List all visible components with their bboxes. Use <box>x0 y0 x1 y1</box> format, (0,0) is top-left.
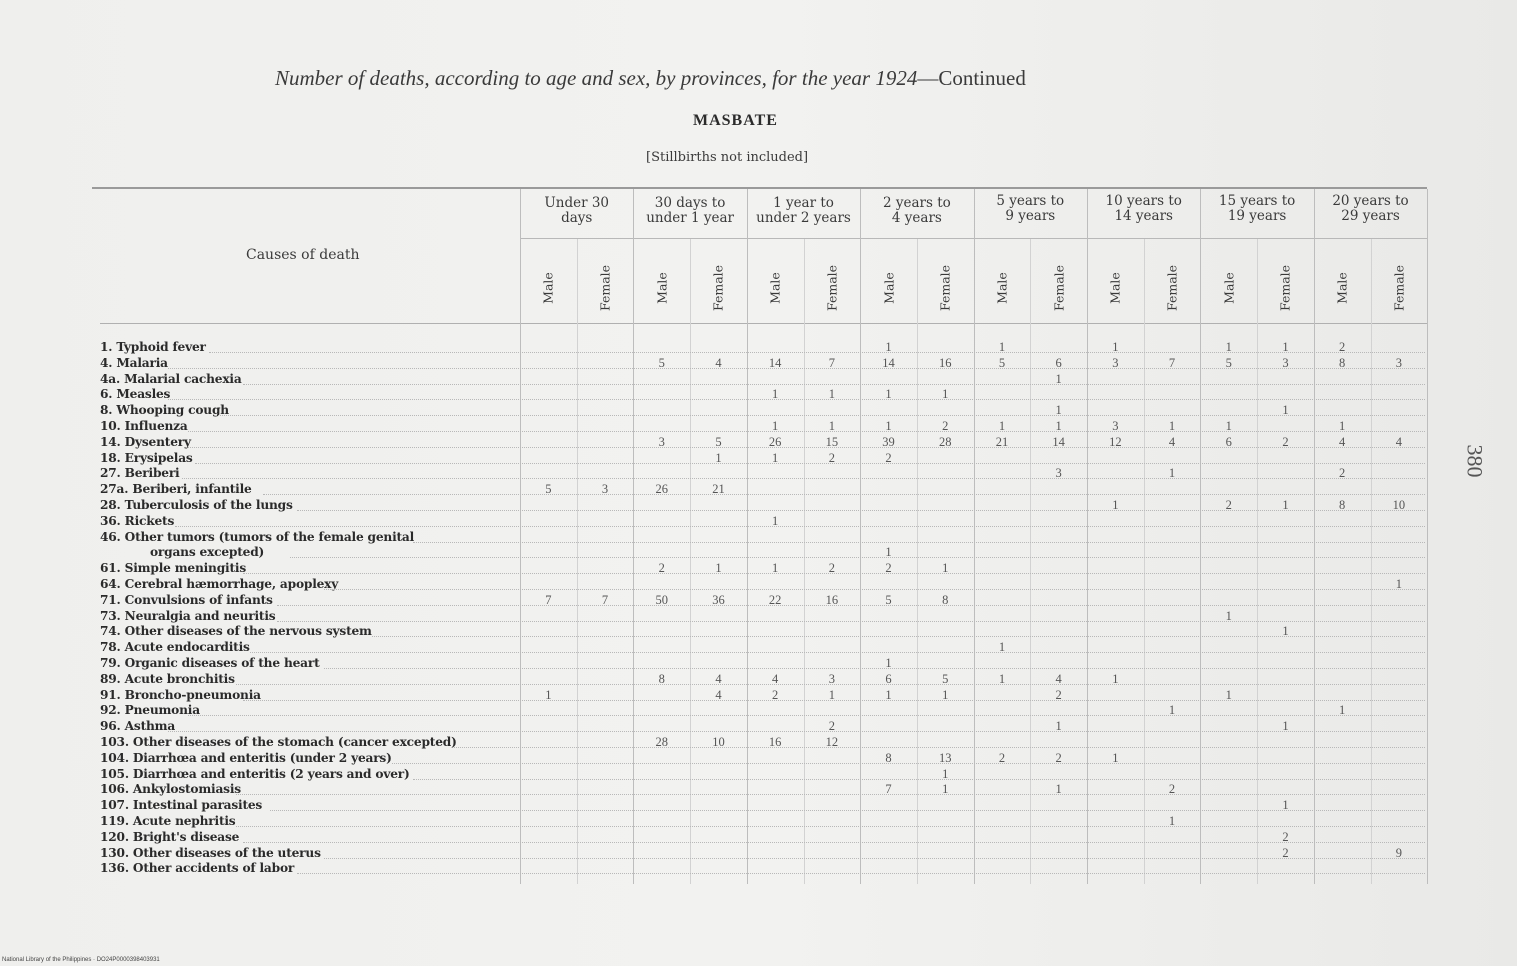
page-title <box>275 66 1235 91</box>
table-cell-value: 5 <box>885 592 892 607</box>
table-cell-value: 16 <box>939 355 952 370</box>
leader-dots <box>168 398 1425 400</box>
table-cell-value: 1 <box>885 687 892 702</box>
cause-of-death-label: 105. Diarrhœa and enteritis (2 years and over) <box>100 766 410 781</box>
cause-of-death-label: 6. Measles <box>100 387 171 402</box>
cause-of-death-label: 46. Other tumors (tumors of the female genital <box>100 529 415 544</box>
footer-credit: National Library of the Philippines · DO24P0000398403931 <box>2 957 160 963</box>
male-header <box>1220 258 1238 318</box>
age-group-line1: 20 years to <box>1332 193 1409 209</box>
leader-dots <box>243 383 1425 385</box>
table-cell-value: 1 <box>772 419 779 433</box>
sex-label: Female <box>1391 264 1407 312</box>
cause-of-death-label: 64. Cerebral hæmorrhage, apoplexy <box>100 577 339 591</box>
table-cell-value: 16 <box>825 592 839 607</box>
leader-dots <box>297 509 1425 511</box>
leader-dots <box>188 714 1425 716</box>
leader-dots <box>168 730 1425 732</box>
column-divider <box>1087 189 1088 884</box>
table-cell-value: 1 <box>942 387 949 402</box>
subtitle: [Stillbirths not included] <box>646 150 809 165</box>
table-cell-value: 6 <box>885 671 892 686</box>
table-cell-value: 3 <box>658 434 665 449</box>
column-divider <box>917 239 918 884</box>
age-group-header <box>1314 194 1427 224</box>
leader-dots <box>392 762 1425 764</box>
table-cell-value: 4 <box>715 687 722 702</box>
table-cell-value: 1 <box>1282 403 1289 418</box>
table-cell-value: 50 <box>655 592 668 607</box>
column-divider <box>1427 189 1428 884</box>
table-cell-value: 1 <box>1225 687 1232 702</box>
table-cell-value: 2 <box>828 450 835 465</box>
male-header <box>539 258 557 318</box>
table-cell-value: 3 <box>1282 355 1289 370</box>
table-cell-value: 1 <box>828 419 835 433</box>
leader-dots <box>195 462 1425 464</box>
age-group-line1: 30 days to <box>654 195 726 211</box>
leader-dots <box>263 493 1425 495</box>
column-divider <box>1314 189 1315 884</box>
cause-of-death-label: 96. Asthma <box>100 719 176 734</box>
cause-of-death-label: 27. Beriberi <box>100 466 180 481</box>
sex-label: Male <box>1107 272 1123 304</box>
cause-of-death-label: 4a. Malarial cachexia <box>100 371 242 386</box>
cause-of-death-label: 79. Organic diseases of the heart <box>100 656 320 670</box>
cause-of-death-label: 78. Acute endocarditis <box>100 640 250 655</box>
leader-dots <box>236 825 1425 827</box>
table-cell-value: 2 <box>1055 687 1062 702</box>
age-group-line1: 5 years to <box>996 193 1065 209</box>
age-group-line2: 4 years <box>891 210 942 226</box>
sex-label: Male <box>767 272 783 304</box>
table-cell-value: 1 <box>1112 750 1119 765</box>
leader-dots <box>297 872 1425 874</box>
table-cell-value: 1 <box>1168 814 1176 828</box>
header-bottom-rule <box>100 323 1427 324</box>
table-cell-value: 10 <box>712 735 725 749</box>
table-cell-value: 2 <box>1168 782 1176 797</box>
table-cell-value: 12 <box>825 735 839 749</box>
age-group-header <box>1087 194 1200 224</box>
column-divider <box>860 189 861 884</box>
table-cell-value: 3 <box>1112 419 1119 433</box>
male-header <box>993 258 1011 318</box>
table-cell-value: 5 <box>1225 355 1232 370</box>
female-header <box>1050 258 1068 318</box>
title-continued: —Continued <box>917 66 1026 90</box>
table-cell-value: 7 <box>545 592 552 607</box>
sex-label: Female <box>1277 264 1293 312</box>
cause-of-death-label: 136. Other accidents of labor <box>100 861 295 876</box>
table-cell-value: 3 <box>1112 355 1119 370</box>
table-cell-value: 3 <box>828 671 835 686</box>
female-header <box>823 258 841 318</box>
sex-label: Male <box>1334 272 1350 304</box>
table-cell-value: 13 <box>939 750 952 765</box>
sex-label: Male <box>654 272 670 304</box>
table-cell-value: 2 <box>1055 750 1062 765</box>
table-cell-value: 1 <box>998 640 1006 655</box>
table-cell-value: 1 <box>942 561 949 576</box>
table-cell-value: 1 <box>1395 577 1402 591</box>
table-cell-value: 2 <box>772 687 779 702</box>
table-cell-value: 1 <box>1339 703 1346 718</box>
column-divider <box>633 189 634 884</box>
table-cell-value: 12 <box>1109 434 1122 449</box>
leader-dots <box>290 556 1425 558</box>
cause-of-death-label: 18. Erysipelas <box>100 450 193 465</box>
title-main: Number of deaths, according to age and sex, by provinces, for the year 1924 <box>275 66 918 90</box>
table-cell-value: 1 <box>1282 340 1289 354</box>
table-cell-value: 8 <box>942 592 949 607</box>
page: Number of deaths, according to age and sex, by provinces, for the year 1924—Continued MASBATE [Stillbirths not included] 380 National Library of the Philippines · DO24P0000398403931 Causes of death Under 30 days 30 days to under 1 year 1 year to under 2 years 2 years to 4 years 5 years to 9 years 10 years to 14 years 15 years to 19 years 20 years to 29 years Male Female Male Female Male Female Male Female Male Female Male Female Male Female Male Female 1. Typhoid fever 4. Malaria 4a. Malarial cachexia 6. Measles 8. Whooping cough 10. Influenza 14. Dysentery 18. Erysipelas 27. Beriberi 27a. Beriberi, infantile 28. Tuberculosis of the lungs 36. Rickets 46. Other tumors (tumors of the female genital organs excepted) 61. Simple meningitis 64. Cerebral hæmorrhage, apoplexy 71. Convulsions of infants 73. Neuralgia and neuritis 74. Other diseases of the nervous system 78. Acute endocarditis 79. Organic diseases of the heart 89. Acute bronchitis 91. Broncho-pneumonia 92. Pneumonia 96. Asthma 103. Other diseases of the stomach (cancer excepted) 104. Diarrhœa and enteritis (under 2 years) 105. Diarrhœa and enteritis (2 years and over) 106. Ankylostomiasis 107. Intestinal parasites 119. Acute nephritis 120. Bright's disease 130. Other diseases of the uterus 136. Other accidents of labor 1 1 1 1 1 2 5 4 14 7 14 16 5 6 3 7 5 3 8 3 1 1 1 1 1 1 1 1 1 1 2 1 1 3 1 1 1 3 5 26 15 39 28 21 14 12 4 6 2 4 4 1 1 2 2 3 1 2 5 3 26 21 1 2 1 8 10 1 1 2 1 1 2 2 1 1 7 7 50 36 22 16 5 8 1 1 1 1 8 4 4 3 6 5 1 4 1 1 4 2 1 1 1 2 1 1 1 2 1 1 28 10 16 12 8 13 2 2 1 1 7 1 1 2 1 1 2 2 9 <box>0 0 1517 966</box>
age-group-header <box>974 194 1087 224</box>
table-cell-value: 14 <box>882 355 895 370</box>
column-divider <box>1200 189 1201 884</box>
table-cell-value: 4 <box>1339 434 1346 449</box>
male-header <box>766 258 784 318</box>
table-cell-value: 3 <box>1055 466 1062 481</box>
cause-of-death-label: 104. Diarrhœa and enteritis (under 2 years) <box>100 750 392 765</box>
table-cell-value: 1 <box>772 513 779 528</box>
table-cell-value: 28 <box>939 434 952 449</box>
cause-of-death-label: 4. Malaria <box>100 355 168 370</box>
age-group-line2: under 2 years <box>756 210 851 226</box>
table-cell-value: 5 <box>942 671 949 686</box>
table-cell-value: 2 <box>1282 434 1289 449</box>
table-cell-value: 2 <box>885 561 892 576</box>
age-group-line2: 9 years <box>1005 208 1056 224</box>
table-cell-value: 4 <box>1395 434 1402 449</box>
leader-dots <box>413 541 1425 543</box>
cause-of-death-label: 73. Neuralgia and neuritis <box>100 608 276 623</box>
table-cell-value: 8 <box>1339 498 1346 512</box>
table-cell-value: 1 <box>1055 782 1062 797</box>
table-cell-value: 1 <box>715 561 722 576</box>
female-header <box>1276 258 1294 318</box>
leader-dots <box>277 620 1425 622</box>
sex-label: Female <box>937 264 953 312</box>
age-group-header <box>1200 194 1313 224</box>
female-header <box>709 258 727 318</box>
sex-label: Female <box>824 264 840 312</box>
table-cell-value: 36 <box>712 592 725 607</box>
table-cell-value: 1 <box>998 671 1006 686</box>
age-group-line2: under 1 year <box>646 210 734 226</box>
table-cell-value: 1 <box>1282 624 1289 639</box>
table-cell-value: 1 <box>772 450 779 465</box>
sex-label: Male <box>881 272 897 304</box>
male-header <box>1333 258 1351 318</box>
age-group-line2: 19 years <box>1227 208 1287 224</box>
male-header <box>880 258 898 318</box>
table-cell-value: 1 <box>1112 340 1119 354</box>
cause-of-death-label: 27a. Beriberi, infantile <box>100 482 252 497</box>
column-divider <box>577 239 578 884</box>
table-cell-value: 2 <box>1339 340 1346 354</box>
table-cell-value: 1 <box>942 766 949 781</box>
table-cell-value: 1 <box>1055 371 1062 386</box>
male-header <box>653 258 671 318</box>
table-cell-value: 1 <box>885 419 892 433</box>
table-cell-value: 1 <box>1225 419 1232 433</box>
sex-label: Female <box>597 264 613 312</box>
table-cell-value: 5 <box>545 482 552 497</box>
table-cell-value: 1 <box>885 340 892 354</box>
age-group-line2: days <box>561 210 593 226</box>
table-cell-value: 16 <box>768 735 782 749</box>
sex-label: Female <box>1164 264 1180 312</box>
table-cell-value: 1 <box>1282 719 1289 734</box>
table-cell-value: 4 <box>1055 671 1062 686</box>
table-cell-value: 1 <box>828 687 835 702</box>
table-cell-value: 1 <box>885 545 892 560</box>
table-cell-value: 1 <box>998 419 1006 433</box>
table-cell-value: 7 <box>828 355 835 370</box>
female-header <box>1163 258 1181 318</box>
table-cell-value: 1 <box>1055 719 1062 734</box>
cause-of-death-label: 36. Rickets <box>100 513 175 528</box>
table-cell-value: 5 <box>715 434 722 449</box>
table-cell-value: 1 <box>1055 403 1062 418</box>
table-cell-value: 1 <box>715 450 722 465</box>
table-cell-value: 1 <box>545 687 552 702</box>
table-cell-value: 1 <box>1168 419 1176 433</box>
table-cell-value: 1 <box>1282 498 1289 512</box>
table-cell-value: 22 <box>768 592 782 607</box>
age-group-line1: 10 years to <box>1105 193 1182 209</box>
table-cell-value: 4 <box>715 355 722 370</box>
age-group-line1: Under 30 <box>544 195 610 211</box>
table-cell-value: 8 <box>658 671 665 686</box>
cause-of-death-label: 119. Acute nephritis <box>100 814 236 828</box>
table-cell-value: 1 <box>1055 419 1062 433</box>
cause-of-death-label: 120. Bright's disease <box>100 829 240 844</box>
table-cell-value: 8 <box>885 750 892 765</box>
page-number: 380 <box>1462 444 1488 478</box>
column-divider <box>747 189 748 884</box>
table-cell-value: 3 <box>601 482 609 497</box>
table-cell-value: 2 <box>942 419 949 433</box>
column-divider <box>1030 239 1031 884</box>
cause-of-death-label: organs excepted) <box>150 545 265 560</box>
cause-of-death-label: 89. Acute bronchitis <box>100 671 235 686</box>
age-group-header <box>633 196 746 226</box>
table-cell-value: 1 <box>772 387 779 402</box>
female-header <box>1390 258 1408 318</box>
leader-dots <box>372 635 1425 637</box>
column-divider <box>1144 239 1145 884</box>
table-cell-value: 2 <box>885 450 892 465</box>
cause-of-death-label: 71. Convulsions of infants <box>100 592 273 607</box>
column-divider <box>1257 239 1258 884</box>
leader-dots <box>324 857 1425 859</box>
age-group-header <box>860 196 973 226</box>
leader-dots <box>243 841 1425 843</box>
column-divider <box>804 239 805 884</box>
sex-label: Female <box>1051 264 1067 312</box>
cause-of-death-label: 10. Influenza <box>100 419 188 433</box>
table-cell-value: 2 <box>828 561 835 576</box>
table-cell-value: 4 <box>772 671 779 686</box>
table-cell-value: 7 <box>1168 355 1176 370</box>
table-cell-value: 1 <box>942 782 949 797</box>
cause-of-death-label: 74. Other diseases of the nervous system <box>100 624 372 639</box>
table-cell-value: 15 <box>825 434 839 449</box>
cause-of-death-label: 107. Intestinal parasites <box>100 798 263 813</box>
table-cell-value: 1 <box>772 561 779 576</box>
female-header <box>596 258 614 318</box>
age-group-header <box>520 196 633 226</box>
cause-of-death-label: 61. Simple meningitis <box>100 561 246 576</box>
leader-dots <box>270 809 1425 811</box>
cause-of-death-label: 28. Tuberculosis of the lungs <box>100 498 293 512</box>
leader-dots <box>413 778 1425 780</box>
leader-dots <box>175 525 1425 527</box>
table-cell-value: 26 <box>768 434 782 449</box>
cause-of-death-label: 130. Other diseases of the uterus <box>100 845 321 860</box>
table-cell-value: 2 <box>1282 829 1289 844</box>
causes-header: Causes of death <box>246 247 360 263</box>
male-header <box>1106 258 1124 318</box>
leader-dots <box>250 651 1425 653</box>
column-divider <box>974 189 975 884</box>
age-group-line1: 15 years to <box>1218 193 1296 209</box>
table-cell-value: 21 <box>995 434 1009 449</box>
table-cell-value: 3 <box>1395 355 1402 370</box>
table-cell-value: 2 <box>1339 466 1346 481</box>
table-cell-value: 1 <box>1168 703 1176 718</box>
table-cell-value: 14 <box>1052 434 1065 449</box>
leader-dots <box>216 414 1425 416</box>
table-cell-value: 2 <box>1282 845 1289 860</box>
table-cell-value: 6 <box>1055 355 1062 370</box>
leader-dots <box>182 477 1425 479</box>
table-cell-value: 1 <box>828 387 835 402</box>
age-group-line1: 2 years to <box>882 195 951 211</box>
table-cell-value: 4 <box>1168 434 1176 449</box>
table-cell-value: 1 <box>885 387 892 402</box>
table-cell-value: 1 <box>885 656 892 670</box>
cause-of-death-label: 91. Broncho-pneumonia <box>100 687 261 702</box>
table-cell-value: 1 <box>1225 340 1232 354</box>
cause-of-death-label: 106. Ankylostomiasis <box>100 782 241 797</box>
table-cell-value: 1 <box>1168 466 1176 481</box>
table-cell-value: 2 <box>828 719 835 734</box>
cause-of-death-label: 1. Typhoid fever <box>100 340 206 354</box>
table-cell-value: 39 <box>882 434 895 449</box>
leader-dots <box>277 604 1425 606</box>
table-cell-value: 1 <box>942 687 949 702</box>
table-cell-value: 10 <box>1392 498 1406 512</box>
table-cell-value: 21 <box>712 482 725 497</box>
table-cell-value: 1 <box>1112 498 1119 512</box>
leader-dots <box>236 793 1425 795</box>
cause-of-death-label: 14. Dysentery <box>100 434 191 449</box>
leader-dots <box>454 746 1425 748</box>
table-cell-value: 9 <box>1395 845 1402 860</box>
column-divider <box>690 239 691 884</box>
table-cell-value: 7 <box>601 592 609 607</box>
table-cell-value: 2 <box>658 561 665 576</box>
table-cell-value: 2 <box>1225 498 1232 512</box>
table-cell-value: 6 <box>1225 434 1232 449</box>
table-cell-value: 1 <box>998 340 1006 354</box>
sex-label: Female <box>710 264 726 312</box>
table-cell-value: 1 <box>1225 608 1232 623</box>
column-divider <box>1371 239 1372 884</box>
cause-of-death-label: 8. Whooping cough <box>100 403 229 418</box>
table-cell-value: 28 <box>655 735 668 749</box>
age-group-line2: 29 years <box>1341 208 1400 224</box>
table-cell-value: 7 <box>885 782 892 797</box>
female-header <box>936 258 954 318</box>
sex-label: Male <box>540 272 556 304</box>
sex-label: Male <box>994 272 1010 304</box>
table-cell-value: 8 <box>1339 355 1346 370</box>
table-top-rule <box>92 187 1427 189</box>
table-cell-value: 1 <box>1112 671 1119 686</box>
table-cell-value: 1 <box>1282 798 1289 813</box>
age-group-line2: 14 years <box>1114 208 1173 224</box>
column-divider <box>520 189 521 884</box>
cause-of-death-label: 103. Other diseases of the stomach (cancer excepted) <box>100 735 457 749</box>
leader-dots <box>324 588 1425 590</box>
age-group-line1: 1 year to <box>773 195 834 211</box>
table-cell-value: 4 <box>715 671 722 686</box>
table-cell-value: 5 <box>998 355 1006 370</box>
cause-of-death-label: 92. Pneumonia <box>100 703 200 718</box>
table-cell-value: 1 <box>1339 419 1346 433</box>
table-cell-value: 5 <box>658 355 665 370</box>
table-cell-value: 2 <box>998 750 1006 765</box>
table-cell-value: 26 <box>655 482 668 497</box>
age-group-header <box>747 196 860 226</box>
sex-label: Male <box>1221 272 1237 304</box>
table-cell-value: 14 <box>768 355 782 370</box>
